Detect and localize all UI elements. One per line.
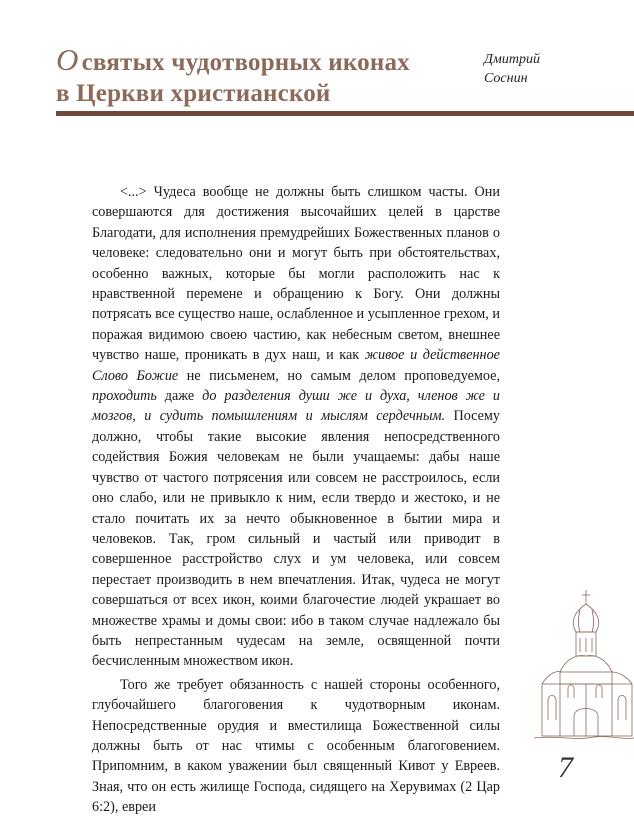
paragraph-2: Того же требует обязанность с нашей стороны особенного, глубочайшего благоговения к чудотворным иконам. Непосредственные орудия и вместилища Божественной силы должны быть от нас чтимы с особенным благоговением. Припомним, в каком уважении был священный Кивот у Евреев. Зная, что он есть жилище Господа, сидящего на Херувимах (2 Цар 6:2), евреи <box>92 676 500 816</box>
italic-quote: до разделения души же и духа, членов же и мозгов, и судить помышлениям и мыслям сердечным. <box>92 388 500 425</box>
church-roof <box>560 656 612 672</box>
article-title <box>56 44 476 109</box>
church-dome <box>573 604 599 632</box>
title-initial: О <box>56 42 79 77</box>
title-line-2: в Церкви христианской <box>56 80 331 107</box>
title-rule <box>56 111 634 116</box>
text-run: не письменем, но самым делом проповедуемое, <box>178 367 500 384</box>
church-ground <box>534 737 634 739</box>
text-run: <...> Чудеса вообще не должны быть слишком часты. Они совершаются для достижения высочайших целей в царстве Благодати, для исполнения премудрейших Божественных планов о человеке: следовательно они и могут быть при обстоятельствах, особенно важных, которые бы могли расположить нас к нравственной перемене и обращению к Богу. Они должны потрясать все существо наше, ослабленное и усыпленное грехом, и поражая видимою своею частию, как небесным светом, внешнее чувство наше, проникать в дух наш, и как <box>92 184 500 364</box>
paragraph-1 <box>92 182 500 672</box>
author-first-name: Дмитрий <box>484 52 540 67</box>
article-body <box>92 182 500 818</box>
italic-quote: проходить <box>92 388 157 405</box>
author-last-name: Соснин <box>484 71 528 86</box>
title-line-1-text: святых чудотворных иконах <box>81 49 410 76</box>
text-run: Посему должно, чтобы такие высокие явления непосредственного содействия Божия человекам не были учащаемы: дабы наше чувство от частого потрясения или совсем не расстроилось, если оно слабо, или не привыкло к ним, если твердо и жестоко, и не стало почитать их за нечто обыкновенное в бытии мира и человеков. Так, гром сильный и частый или приводит в совершенное расстройство слух и ум человека, или совсем перестает производить в нем впечатления. Итак, чудеса не могут совершаться от всех икон, коими благочестие людей украшает во множестве храмы и домы свои: ибо в таком случае надлежало бы быть непрестанным чудесам на земле, освященной почти бесчисленным множеством икон. <box>92 408 500 670</box>
page-number: 7 <box>558 751 573 784</box>
italic-quote: живое и действенное Слово Божие <box>92 347 500 384</box>
text-run: даже <box>156 388 203 405</box>
church-window <box>548 696 556 721</box>
church-illustration <box>534 588 634 744</box>
title-line-1 <box>56 44 476 78</box>
author-name <box>484 50 540 88</box>
church-walls <box>542 684 632 736</box>
